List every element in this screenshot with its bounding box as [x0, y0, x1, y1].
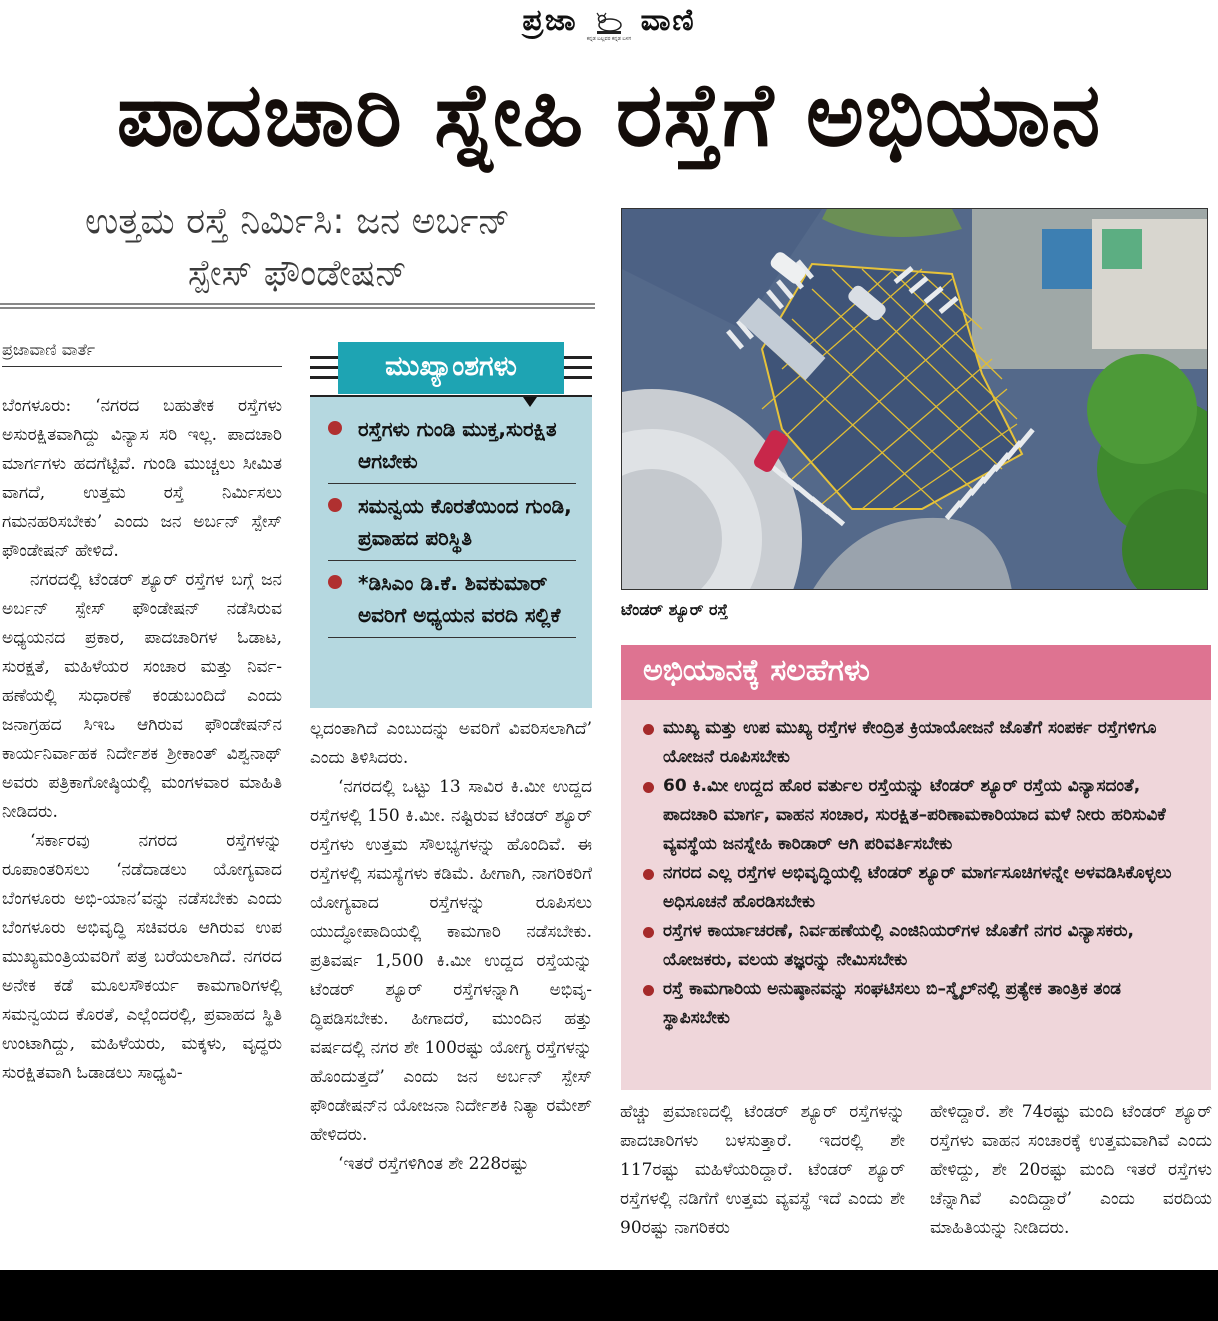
intersection-aerial-photo [621, 208, 1208, 590]
bullet-dot-icon [643, 724, 654, 735]
suggestion-item [643, 714, 1193, 772]
bullet-dot-icon [643, 985, 654, 996]
suggestion-item [643, 917, 1193, 975]
highlight-item [328, 484, 576, 561]
article-column-4 [930, 1098, 1212, 1243]
article-paragraph: ಹೇಳಿದ್ದಾರೆ. ಶೇ 74ರಷ್ಟು ಮಂದಿ ಟೆಂಡರ್ ಶ್ಯೂರ್ ರಸ್ತೆಗಳು ವಾಹನ ಸಂಚಾರಕ್ಕೆ ಉತ್ತಮವಾಗಿವೆ ಎಂದು ಹೇಳಿದ್ದು, ಶೇ 20ರಷ್ಟು ಮಂದಿ ಇತರೆ ರಸ್ತೆಗಳು ಚೆನ್ನಾಗಿವೆ ಎಂದಿದ್ದಾರೆ’ ಎಂದು ವರದಿಯ ಮಾಹಿತಿಯನ್ನು ನೀಡಿದರು. [930, 1102, 1212, 1238]
bullet-dot-icon [328, 421, 342, 435]
aerial-road-illustration [622, 209, 1208, 590]
suggestion-item [643, 975, 1193, 1033]
bullet-dot-icon [328, 498, 342, 512]
article-paragraph: ‘ನಗರದಲ್ಲಿ ಒಟ್ಟು 13 ಸಾವಿರ ಕಿ.ಮೀ ಉದ್ದದ ರಸ್ತೆಗಳಲ್ಲಿ 150 ಕಿ.ಮೀ. ನಷ್ಟಿರುವ ಟೆಂಡರ್ ಶ್ಯೂರ್ ರಸ್ತೆಗಳು ಉತ್ತಮ ಸೌಲಭ್ಯಗಳನ್ನು ಹೊಂದಿವೆ. ಈ ರಸ್ತೆಗಳಲ್ಲಿ ಸಮಸ್ಯೆಗಳು ಕಡಿಮೆ. ಹೀಗಾಗಿ, ನಾಗರಿಕರಿಗೆ ಯೋಗ್ಯವಾದ ರಸ್ತೆಗಳನ್ನು ರೂಪಿಸಲು ಯುದ್ಧೋಪಾದಿಯಲ್ಲಿ ಕಾಮಗಾರಿ ನಡೆಸಬೇಕು. ಪ್ರತಿವರ್ಷ 1,500 ಕಿ.ಮೀ ಉದ್ದದ ರಸ್ತೆಯನ್ನು ಟೆಂಡರ್ ಶ್ಯೂರ್ ರಸ್ತೆಗಳನ್ನಾಗಿ ಅಭಿವೃ-ದ್ಧಿಪಡಿಸಬೇಕು. ಹೀಗಾದರೆ, ಮುಂದಿನ ಹತ್ತು ವರ್ಷದಲ್ಲಿ ನಗರ ಶೇ 100ರಷ್ಟು ಯೋಗ್ಯ ರಸ್ತೆಗಳನ್ನು ಹೊಂದುತ್ತದೆ’ ಎಂದು ಜನ ಅರ್ಬನ್ ಸ್ಪೇಸ್ ಫೌಂಡೇಷನ್‌ನ ಯೋಜನಾ ನಿರ್ದೇಶಕಿ ನಿತ್ಯಾ ರಮೇಶ್ ಹೇಳಿದರು. [310, 777, 592, 1145]
masthead [0, 2, 1218, 42]
bullet-dot-icon [643, 927, 654, 938]
article-column-2 [310, 715, 592, 1179]
suggestion-text: ನಗರದ ಎಲ್ಲ ರಸ್ತೆಗಳ ಅಭಿವೃದ್ಧಿಯಲ್ಲಿ ಟೆಂಡರ್ ಶ್ಯೂರ್ ಮಾರ್ಗಸೂಚಿಗಳನ್ನೇ ಅಳವಡಿಸಿಕೊಳ್ಳಲು ಅಧಿಸೂಚನೆ ಹೊರಡಿಸಬೇಕು [663, 863, 1172, 912]
subheadline-line-1: ಉತ್ತಮ ರಸ್ತೆ ನಿರ್ಮಿಸಿ: ಜನ ಅರ್ಬನ್ [84, 201, 511, 242]
nandi-bull-emblem-icon [594, 9, 624, 35]
highlights-box [310, 340, 592, 708]
highlight-text: ಸಮನ್ವಯ ಕೊರತೆಯಿಂದ ಗುಂಡಿ, ಪ್ರವಾಹದ ಪರಿಸ್ಥಿತಿ [358, 494, 572, 550]
pointer-triangle-icon [523, 397, 537, 407]
masthead-title [0, 2, 1218, 40]
highlight-text: ರಸ್ತೆಗಳು ಗುಂಡಿ ಮುಕ್ತ,ಸುರಕ್ಷಿತ ಆಗಬೇಕು [358, 417, 557, 473]
suggestions-list [621, 700, 1211, 1033]
highlights-title: ಮುಖ್ಯಾಂಶಗಳು [338, 342, 564, 394]
article-paragraph: ಬೆಂಗಳೂರು: ‘ನಗರದ ಬಹುತೇಕ ರಸ್ತೆಗಳು ಅಸುರಕ್ಷಿತವಾಗಿದ್ದು ವಿನ್ಯಾಸ ಸರಿ ಇಲ್ಲ. ಪಾದಚಾರಿ ಮಾರ್ಗಗಳು ಹದಗೆಟ್ಟಿವೆ. ಗುಂಡಿ ಮುಚ್ಚಲು ಸೀಮಿತ ವಾಗದೆ, ಉತ್ತಮ ರಸ್ತೆ ನಿರ್ಮಿಸಲು ಗಮನಹರಿಸಬೇಕು’ ಎಂದು ಜನ ಅರ್ಬನ್ ಸ್ಪೇಸ್ ಫೌಂಡೇಷನ್ ಹೇಳಿದೆ. [2, 396, 282, 561]
suggestion-text: ರಸ್ತೆ ಕಾಮಗಾರಿಯ ಅನುಷ್ಠಾನವನ್ನು ಸಂಘಟಿಸಲು ಬಿ–ಸ್ಮೈಲ್‌ನಲ್ಲಿ ಪ್ರತ್ಯೇಕ ತಾಂತ್ರಿಕ ತಂಡ ಸ್ಥಾಪಿಸಬೇಕು [663, 979, 1121, 1028]
article-paragraph: ‘ಸರ್ಕಾರವು ನಗರದ ರಸ್ತೆಗಳನ್ನು ರೂಪಾಂತರಿಸಲು ‘ನಡೆದಾಡಲು ಯೋಗ್ಯವಾದ ಬೆಂಗಳೂರು ಅಭಿ-ಯಾನ’ವನ್ನು ನಡೆಸಬೇಕು ಎಂದು ಬೆಂಗಳೂರು ಅಭಿವೃದ್ಧಿ ಸಚಿವರೂ ಆಗಿರುವ ಉಪ ಮುಖ್ಯಮಂತ್ರಿಯವರಿಗೆ ಪತ್ರ ಬರೆಯಲಾಗಿದೆ. ನಗರದ ಅನೇಕ ಕಡೆ ಮೂಲಸೌಕರ್ಯ ಕಾಮಗಾರಿಗಳಲ್ಲಿ ಸಮನ್ವಯದ ಕೊರತೆ, ಎಲ್ಲೆಂದರಲ್ಲಿ, ಪ್ರವಾಹದ ಸ್ಥಿತಿ ಉಂಟಾಗಿದ್ದು, ಮಹಿಳೆಯರು, ಮಕ್ಕಳು, ವೃದ್ಧರು ಸುರಕ್ಷಿತವಾಗಿ ಓಡಾಡಲು ಸಾಧ್ಯವಿ- [2, 831, 282, 1083]
subheadline [0, 196, 595, 300]
masthead-title-left: ಪ್ರಜಾ [522, 3, 578, 38]
headline: ಪಾದಚಾರಿ ಸ್ನೇಹಿ ರಸ್ತೆಗೆ ಅಭಿಯಾನ [116, 63, 1102, 166]
suggestions-title: ಅಭಿಯಾನಕ್ಕೆ ಸಲಹೆಗಳು [621, 645, 1211, 700]
highlight-item [328, 561, 576, 638]
suggestions-box [621, 645, 1211, 1090]
highlight-item [328, 407, 576, 484]
bullet-dot-icon [328, 575, 342, 589]
highlight-text: *ಡಿಸಿಎಂ ಡಿ.ಕೆ. ಶಿವಕುಮಾರ್ ಅವರಿಗೆ ಅಧ್ಯಯನ ವರದಿ ಸಲ್ಲಿಕೆ [358, 571, 561, 627]
article-paragraph: ‘ಇತರೆ ರಸ್ತೆಗಳಿಗಿಂತ ಶೇ 228ರಷ್ಟು [338, 1154, 529, 1174]
black-bottom-margin [0, 1270, 1218, 1321]
bullet-dot-icon [643, 782, 654, 793]
highlights-list [310, 395, 592, 708]
suggestion-item [643, 772, 1193, 859]
suggestion-text: 60 ಕಿ.ಮೀ ಉದ್ದದ ಹೊರ ವರ್ತುಲ ರಸ್ತೆಯನ್ನು ಟೆಂಡರ್ ಶ್ಯೂರ್ ರಸ್ತೆಯ ವಿನ್ಯಾಸದಂತೆ, ಪಾದಚಾರಿ ಮಾರ್ಗ, ವಾಹನ ಸಂಚಾರ, ಸುರಕ್ಷಿತ–ಪರಿಣಾಮಕಾರಿಯಾದ ಮಳೆ ನೀರು ಹರಿಸುವಿಕೆ ವ್ಯವಸ್ಥೆಯ ಜನಸ್ನೇಹಿ ಕಾರಿಡಾರ್ ಆಗಿ ಪರಿವರ್ತಿಸಬೇಕು [663, 776, 1166, 854]
suggestion-item [643, 859, 1193, 917]
article-paragraph: ಲ್ಲದಂತಾಗಿದೆ ಎಂಬುದನ್ನು ಅವರಿಗೆ ವಿವರಿಸಲಾಗಿದೆ’ ಎಂದು ತಿಳಿಸಿದರು. [310, 719, 592, 768]
bullet-dot-icon [643, 869, 654, 880]
article-paragraph: ಹೆಚ್ಚು ಪ್ರಮಾಣದಲ್ಲಿ ಟೆಂಡರ್ ಶ್ಯೂರ್ ರಸ್ತೆಗಳನ್ನು ಪಾದಚಾರಿಗಳು ಬಳಸುತ್ತಾರೆ. ಇದರಲ್ಲಿ ಶೇ 117ರಷ್ಟು ಮಹಿಳೆಯರಿದ್ದಾರೆ. ಟೆಂಡರ್ ಶ್ಯೂರ್ ರಸ್ತೆಗಳಲ್ಲಿ ನಡಿಗೆಗೆ ಉತ್ತಮ ವ್ಯವಸ್ಥೆ ಇದೆ ಎಂದು ಶೇ 90ರಷ್ಟು ನಾಗರಿಕರು [620, 1102, 905, 1238]
suggestion-text: ರಸ್ತೆಗಳ ಕಾರ್ಯಾಚರಣೆ, ನಿರ್ವಹಣೆಯಲ್ಲಿ ಎಂಜಿನಿಯರ್‌ಗಳ ಜೊತೆಗೆ ನಗರ ವಿನ್ಯಾಸಕರು, ಯೋಜಕರು, ವಲಯ ತಜ್ಞರನ್ನು ನೇಮಿಸಬೇಕು [663, 921, 1134, 970]
subheadline-line-2: ಸ್ಪೇಸ್ ಫೌಂಡೇಷನ್ [187, 253, 408, 294]
article-column-1 [2, 392, 282, 1088]
byline: ಪ್ರಜಾವಾಣಿ ವಾರ್ತೆ [2, 340, 282, 367]
article-paragraph: ನಗರದಲ್ಲಿ ಟೆಂಡರ್ ಶ್ಯೂರ್ ರಸ್ತೆಗಳ ಬಗ್ಗೆ ಜನ ಅರ್ಬನ್ ಸ್ಪೇಸ್ ಫೌಂಡೇಷನ್ ನಡೆಸಿರುವ ಅಧ್ಯಯನದ ಪ್ರಕಾರ, ಪಾದಚಾರಿಗಳ ಓಡಾಟ, ಸುರಕ್ಷತೆ, ಮಹಿಳೆಯರ ಸಂಚಾರ ಮತ್ತು ನಿರ್ವ-ಹಣೆಯಲ್ಲಿ ಸುಧಾರಣೆ ಕಂಡುಬಂದಿದೆ ಎಂದು ಜನಾಗ್ರಹದ ಸಿಇಒ ಆಗಿರುವ ಫೌಂಡೇಷನ್‌ನ ಕಾರ್ಯನಿರ್ವಾಹಕ ನಿರ್ದೇಶಕ ಶ್ರೀಕಾಂತ್ ವಿಶ್ವನಾಥ್ ಅವರು ಪತ್ರಿಕಾಗೋಷ್ಠಿಯಲ್ಲಿ ಮಂಗಳವಾರ ಮಾಹಿತಿ ನೀಡಿದರು. [2, 570, 282, 822]
photo-caption: ಟೆಂಡರ್ ಶ್ಯೂರ್ ರಸ್ತೆ [621, 600, 728, 619]
masthead-title-right: ವಾಣಿ [640, 3, 696, 38]
article-column-3 [620, 1098, 905, 1243]
double-rule-divider [0, 303, 595, 309]
masthead-tagline: ಕನ್ನಡ ಬಲ್ಲವರ ಕನ್ನಡ ಬಳಗ [586, 36, 632, 42]
suggestion-text: ಮುಖ್ಯ ಮತ್ತು ಉಪ ಮುಖ್ಯ ರಸ್ತೆಗಳ ಕೇಂದ್ರಿತ ಕ್ರಿಯಾಯೋಜನೆ ಜೊತೆಗೆ ಸಂಪರ್ಕ ರಸ್ತೆಗಳಿಗೂ ಯೋಜನೆ ರೂಪಿಸಬೇಕು [663, 718, 1157, 767]
